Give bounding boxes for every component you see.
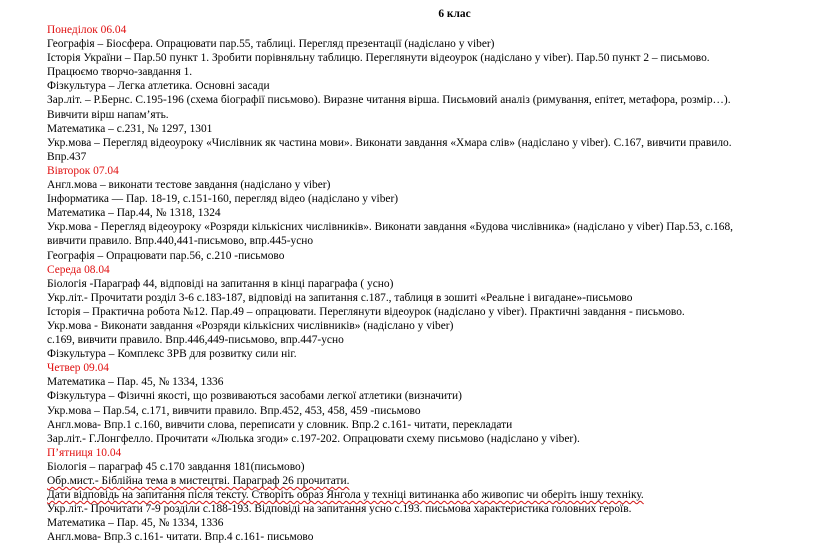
schedule-line: Англ.мова- Впр.3 с.161- читати. Впр.4 с.161- письмово (47, 531, 314, 544)
day-heading: Понеділок 06.04 (47, 24, 127, 36)
schedule-line: Вивчити вірш напам’ять. (47, 108, 169, 121)
day-block-thursday (47, 361, 822, 446)
schedule-line: Інформатика –– Пар. 18-19, с.151-160, перегляд відео (надіслано у viber) (47, 193, 399, 206)
day-block-monday (47, 23, 822, 164)
page-title: 6 клас (438, 8, 471, 20)
schedule-line: Біологія -Параграф 44, відповіді на запитання в кінці параграфа ( усно) (47, 277, 394, 290)
schedule-line: Укр.літ.- Прочитати 7-9 розділи с.188-193. Відповіді на запитання усно с.193. письмова характеристика головних героїв. (47, 503, 632, 516)
day-heading: Четвер 09.04 (47, 362, 109, 375)
schedule-line: вивчити правило. Впр.440,441-письмово, впр.445-усно (47, 235, 314, 248)
schedule-line: Укр.мова - Перегляд відеоуроку «Розряди кількісних числівників». Виконати завдання «Будова числівника» (надіслано у viber) Пар.53, с.168, (47, 221, 733, 234)
schedule-line: Географія – Опрацювати пар.56, с.210 -письмово (47, 249, 285, 262)
schedule-line: Фізкультура – Фізичні якості, що розвиваються засобами легкої атлетики (визначити) (47, 390, 462, 403)
schedule-line: Історія – Практична робота №12. Пар.49 – опрацювати. Переглянути відеоурок (надіслано у viber). Практичні завдання - письмово. (47, 305, 685, 318)
schedule-line: Математика – Пар. 45, № 1334, 1336 (47, 376, 224, 389)
schedule-line: Фізкультура – Комплекс ЗРВ для розвитку сили ніг. (47, 348, 297, 361)
day-heading: Вівторок 07.04 (47, 164, 119, 177)
schedule-line: Укр.мова - Виконати завдання «Розряди кількісних числівників» (надіслано у viber) (47, 319, 454, 332)
schedule-line: Укр.літ.- Прочитати розділ 3-6 с.183-187, відповіді на запитання с.187., таблиця в зошиті «Реальне і вигадане»-письмово (47, 291, 633, 304)
schedule-line: Зар.літ. – Р.Бернс. С.195-196 (схема біографії письмово). Виразне читання вірша. Письмовий аналіз (римування, епітет, метафора, розмір…). (47, 94, 731, 107)
day-block-tuesday (47, 164, 822, 263)
schedule-line: Працюємо творчо-завдання 1. (47, 66, 193, 79)
schedule-line: Математика – с.231, № 1297, 1301 (47, 122, 213, 135)
schedule-line: Обр.мист.- Біблійна тема в мистецтві. Параграф 26 прочитати. (47, 475, 350, 487)
schedule-line: Англ.мова- Впр.1 с.160, вивчити слова, переписати у словник. Впр.2 с.161- читати, перекладати (47, 418, 513, 431)
schedule-line: Математика – Пар. 45, № 1334, 1336 (47, 517, 224, 530)
schedule-line: Впр.437 (47, 150, 87, 163)
schedule-line: Історія України – Пар.50 пункт 1. Зробити порівняльну таблицю. Переглянути відеоурок (надіслано у viber). Пар.50 пункт 2 – письмово. (47, 52, 710, 65)
schedule-line: Укр.мова – Перегляд відеоуроку «Числівник як частина мови». Виконати завдання «Хмара слів» (надіслано у viber). С.167, вивчити правило. (47, 136, 732, 149)
schedule-line: Англ.мова – виконати тестове завдання (надіслано у viber) (47, 179, 331, 192)
schedule-line: Біологія – параграф 45 с.170 завдання 181(письмово) (47, 460, 305, 473)
schedule-line: Зар.літ.- Г.Лонгфелло. Прочитати «Люлька згоди» с.197-202. Опрацювати схему письмово (надіслано у viber). (47, 432, 580, 445)
schedule-line: с.169, вивчити правило. Впр.446,449-письмово, впр.447-усно (47, 334, 344, 347)
schedule-line: Географія – Біосфера. Опрацювати пар.55, таблиці. Перегляд презентації (надіслано у viber) (47, 38, 495, 51)
schedule-line: Математика – Пар.44, № 1318, 1324 (47, 207, 221, 220)
day-block-wednesday (47, 263, 822, 362)
day-heading: Середа 08.04 (47, 263, 110, 276)
day-heading: П’ятниця 10.04 (47, 446, 122, 459)
schedule-line: Фізкультура – Легка атлетика. Основні засади (47, 80, 270, 93)
day-block-friday (47, 446, 822, 544)
schedule-line: Дати відповідь на запитання після тексту. Створіть образ Янгола у техніці витинанка або живопис чи оберіть іншу техніку. (47, 489, 644, 502)
schedule-line: Укр.мова – Пар.54, с.171, вивчити правило. Впр.452, 453, 458, 459 -письмово (47, 404, 421, 417)
document (47, 6, 822, 544)
